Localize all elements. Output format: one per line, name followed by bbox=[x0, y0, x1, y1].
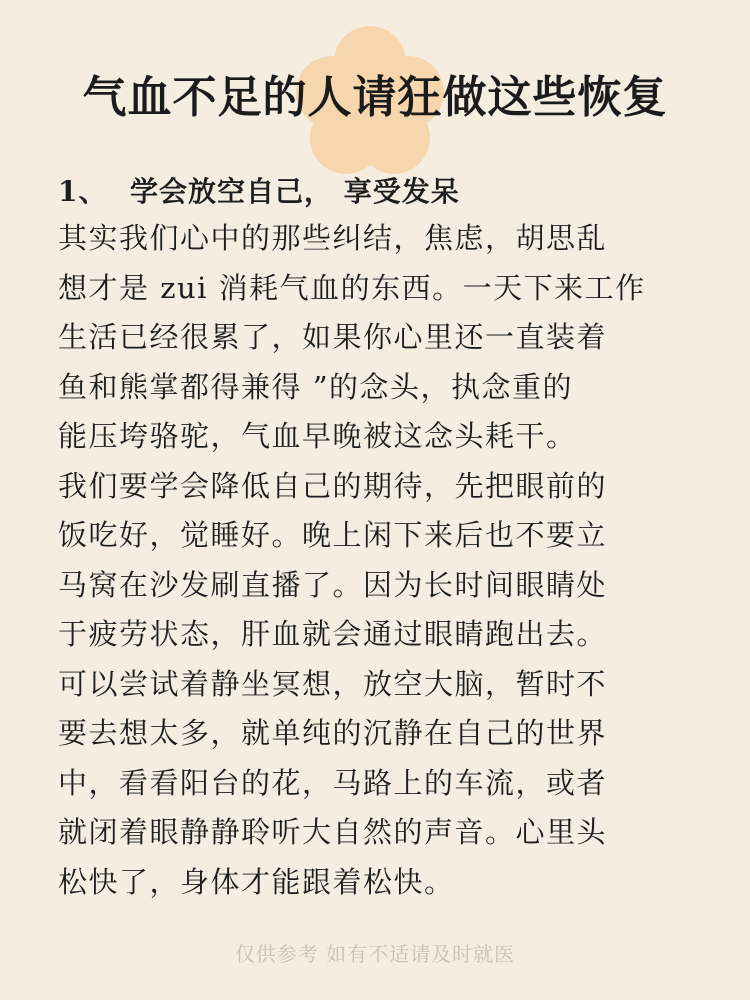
section-heading-text: 学会放空自己， 享受发呆 bbox=[130, 175, 460, 208]
text-line: 中，看看阳台的花，马路上的车流，或者 bbox=[58, 765, 608, 800]
text-line: 其实我们心中的那些纠结，焦虑，胡思乱 bbox=[58, 221, 608, 255]
text-line: 我们要学会降低自己的期待，先把眼前的 bbox=[58, 468, 608, 503]
text-line: 能压垮骆驼，气血早晚被这念头耗干。 bbox=[58, 419, 577, 453]
section-number: 1、 bbox=[58, 175, 108, 208]
text-line: 生活已经很累了，如果你心里还一直装着 bbox=[58, 320, 608, 354]
disclaimer-footer: 仅供参考 如有不适请及时就医 bbox=[234, 942, 516, 966]
text-line: 可以尝试着静坐冥想，放空大脑，暂时不 bbox=[58, 666, 608, 701]
content-section bbox=[58, 172, 698, 907]
page-title: 气血不足的人请狂做这些恢复 bbox=[82, 72, 668, 123]
body-text bbox=[58, 214, 698, 907]
text-line: 鱼和熊掌都得兼得 ”的念头，执念重的 bbox=[58, 369, 574, 404]
text-line: 于疲劳状态，肝血就会通过眼睛跑出去。 bbox=[58, 617, 608, 651]
text-line: 饭吃好，觉睡好。晚上闲下来后也不要立 bbox=[58, 518, 608, 552]
text-line: 想才是 zui 消耗气血的东西。一天下来工作 bbox=[58, 270, 646, 305]
text-line: 就闭着眼静静聆听大自然的声音。心里头 bbox=[58, 815, 608, 849]
section-heading bbox=[58, 172, 698, 212]
text-line: 马窝在沙发刷直播了。因为长时间眼睛处 bbox=[58, 567, 608, 602]
text-line: 要去想太多，就单纯的沉静在自己的世界 bbox=[58, 716, 608, 750]
text-line: 松快了，身体才能跟着松快。 bbox=[58, 864, 455, 899]
